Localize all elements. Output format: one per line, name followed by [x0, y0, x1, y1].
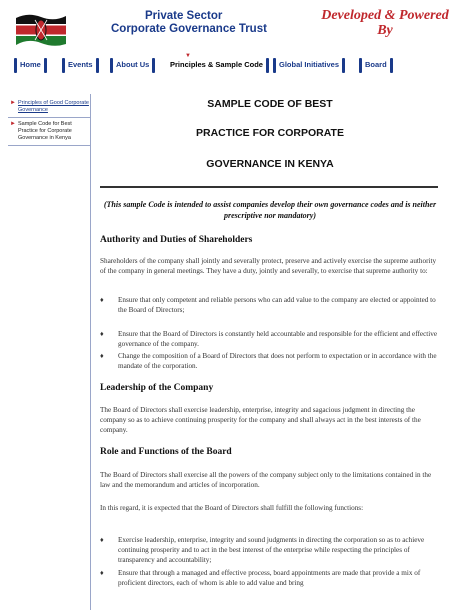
section-heading-shareholders: Authority and Duties of Shareholders — [100, 235, 253, 245]
sidebar-separator — [90, 94, 91, 610]
nav-about-us[interactable]: About Us — [110, 56, 155, 74]
section-heading-board-role: Role and Functions of the Board — [100, 447, 232, 457]
bullet-arrow-icon: ► — [10, 100, 16, 106]
diamond-bullet-icon: ♦ — [100, 536, 104, 544]
sidebar-item-sample-code[interactable] — [8, 121, 90, 142]
section-heading-leadership: Leadership of the Company — [100, 383, 214, 393]
org-name-line1: Private Sector — [145, 10, 223, 22]
diamond-bullet-icon: ♦ — [100, 330, 104, 338]
section-para-leadership: The Board of Directors shall exercise leadership, enterprise, integrity and sagacious judgment in directing the company so as to achieve continuing prosperity for the company and shall always act in the best interests of the company. — [100, 406, 421, 434]
kenya-flag-logo — [14, 12, 68, 48]
sidebar-label-sample-code: Sample Code for Best Practice for Corporate Governance in Kenya — [18, 121, 72, 141]
nav-events[interactable]: Events — [62, 56, 99, 74]
list-item: ♦ Change the composition of a Board of Directors that does not perform to expectation or in accordance with the mandate of the corporation. — [100, 352, 437, 370]
page-title-line1: SAMPLE CODE OF BEST — [207, 98, 333, 110]
section-para-board-role: The Board of Directors shall exercise all the powers of the company subject only to the limitations contained in the law and the memorandum and articles of incorporation. — [100, 471, 432, 489]
sidebar-divider — [8, 145, 90, 146]
developed-by-line2: By — [377, 23, 393, 38]
sidebar — [8, 100, 90, 149]
sidebar-link-principles[interactable]: Principles of Good Corporate Governance — [18, 100, 89, 113]
section-para-shareholders: Shareholders of the company shall jointly and severally protect, preserve and actively exercise the supreme authority of the company in general meetings. They have a duty, jointly and severally, to exercise that supreme authority to: — [100, 257, 437, 275]
page-title-line2: PRACTICE FOR CORPORATE — [196, 127, 344, 139]
sidebar-item-principles[interactable] — [8, 100, 90, 114]
intro-note: (This sample Code is intended to assist companies develop their own governance codes and is neither prescriptive nor mandatory) — [103, 200, 437, 220]
nav-home[interactable]: Home — [14, 56, 47, 74]
list-item: ♦ Exercise leadership, enterprise, integrity and sound judgments in directing the corporation so as to achieve continuing prosperity and to act in the best interest of the enterprise while respecting the principles of transparency and accountability; — [100, 536, 425, 564]
diamond-bullet-icon: ♦ — [100, 352, 104, 360]
sidebar-divider — [8, 117, 90, 118]
nav-global-initiatives[interactable]: Global Initiatives — [273, 56, 345, 74]
list-item: ♦ Ensure that the Board of Directors is constantly held accountable and responsible for the efficient and effective governance of the company. — [100, 330, 438, 348]
main-nav — [14, 53, 454, 76]
developed-by — [320, 8, 450, 38]
diamond-bullet-icon: ♦ — [100, 296, 104, 304]
bullet-arrow-icon: ► — [10, 121, 16, 127]
diamond-bullet-icon: ♦ — [100, 569, 104, 577]
current-page-marker-icon: ▼ — [185, 53, 191, 59]
org-name-line2: Corporate Governance Trust — [111, 23, 267, 35]
nav-principles[interactable]: Principles & Sample Code — [167, 56, 269, 74]
developed-by-line1: Developed & Powered — [321, 8, 449, 23]
section-para-board-functions: In this regard, it is expected that the Board of Directors shall fulfill the following functions: — [100, 504, 364, 512]
page-title-line3: GOVERNANCE IN KENYA — [206, 158, 334, 170]
list-item: ♦ Ensure that only competent and reliable persons who can add value to the company are elected or appointed to the Board of Directors; — [100, 296, 436, 314]
title-divider — [100, 186, 438, 188]
nav-board[interactable]: Board — [359, 56, 393, 74]
list-item: ♦ Ensure that through a managed and effective process, board appointments are made that provide a mix of proficient directors, each of whom is able to add value and bring — [100, 569, 421, 587]
